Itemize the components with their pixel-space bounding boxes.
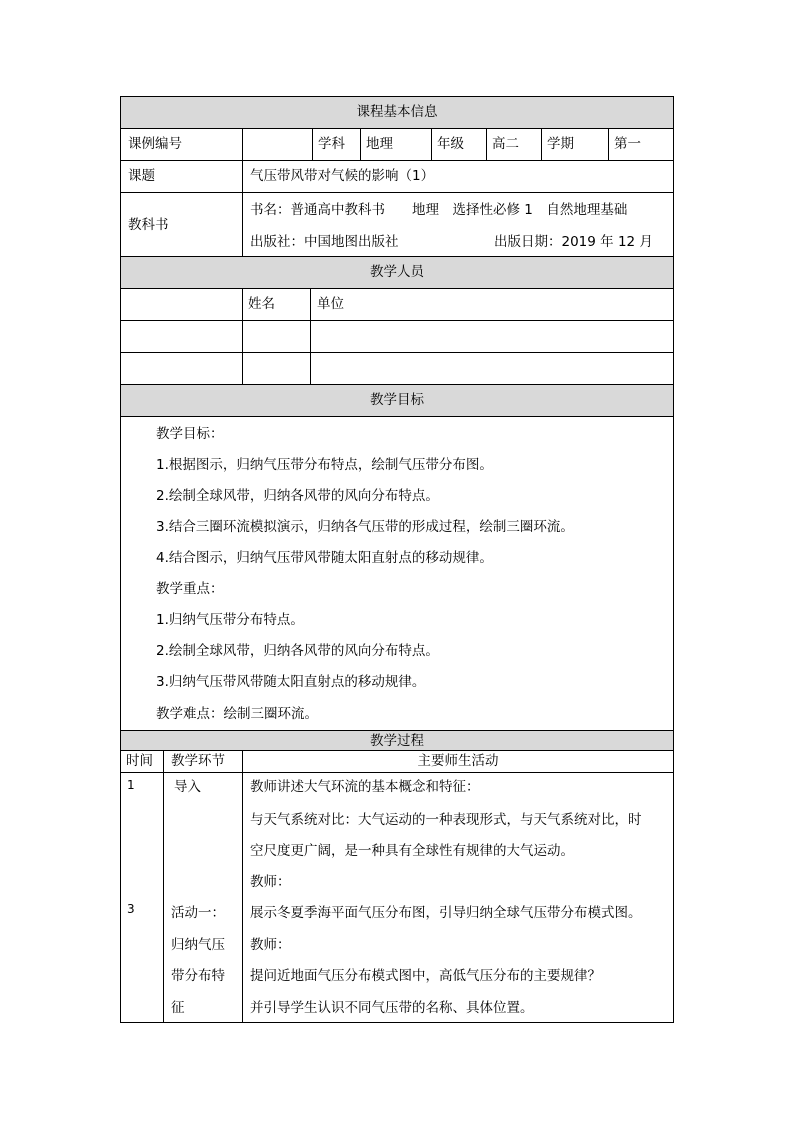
- goals-line: 3.归纳气压带风带随太阳直射点的移动规律。: [156, 674, 426, 690]
- textbook-label: 教科书: [128, 217, 169, 233]
- subject-value: 地理: [366, 136, 393, 152]
- step-intro: 导入: [174, 779, 201, 795]
- time-cell-2: 3: [127, 902, 135, 916]
- textbook-publisher: 出版社：中国地图出版社: [250, 234, 399, 250]
- textbook-title: 书名：普通高中教科书 地理 选择性必修 1 自然地理基础: [250, 202, 628, 218]
- goals-header: 教学目标: [370, 392, 424, 408]
- subject-label: 学科: [318, 136, 345, 152]
- col-time-header: 时间: [126, 753, 153, 769]
- activity-line: 教师：: [250, 874, 291, 890]
- topic-label: 课题: [128, 168, 155, 184]
- activity-line: 展示冬夏季海平面气压分布图，引导归纳全球气压带分布模式图。: [250, 905, 642, 921]
- col-activity-header: 主要师生活动: [417, 753, 499, 769]
- staff-unit-label: 单位: [317, 296, 344, 312]
- goals-line: 1.归纳气压带分布特点。: [156, 612, 304, 628]
- staff-header: 教学人员: [370, 264, 424, 280]
- grade-label: 年级: [437, 136, 464, 152]
- goals-line: 3.结合三圈环流模拟演示，归纳各气压带的形成过程，绘制三圈环流。: [156, 519, 574, 535]
- activity-line: 并引导学生认识不同气压带的名称、具体位置。: [250, 1000, 534, 1016]
- activity-line: 空尺度更广阔，是一种具有全球性有规律的大气运动。: [250, 843, 574, 859]
- topic-value: 气压带风带对气候的影响（1）: [250, 168, 435, 184]
- step-activity-line: 归纳气压: [171, 937, 225, 953]
- goals-line: 教学目标：: [156, 426, 224, 442]
- basic-info-header: 课程基本信息: [356, 104, 438, 120]
- term-label: 学期: [547, 136, 574, 152]
- activity-line: 教师：: [250, 937, 291, 953]
- goals-line: 4.结合图示，归纳气压带风带随太阳直射点的移动规律。: [156, 550, 493, 566]
- goals-line: 教学难点：绘制三圈环流。: [156, 706, 318, 722]
- lesson-plan-table: [120, 96, 674, 1023]
- activity-line: 提问近地面气压分布模式图中，高低气压分布的主要规律？: [250, 968, 601, 984]
- goals-line: 2.绘制全球风带，归纳各风带的风向分布特点。: [156, 488, 439, 504]
- step-activity-line: 征: [171, 1000, 185, 1016]
- goals-line: 教学重点：: [156, 581, 224, 597]
- step-activity-line: 带分布特: [171, 968, 225, 984]
- term-value: 第一: [614, 136, 641, 152]
- col-step-header: 教学环节: [171, 753, 225, 769]
- time-cell-1: 1: [127, 778, 135, 792]
- activity-line: 教师讲述大气环流的基本概念和特征：: [250, 779, 480, 795]
- process-header: 教学过程: [370, 733, 424, 749]
- goals-line: 1.根据图示，归纳气压带分布特点，绘制气压带分布图。: [156, 457, 493, 473]
- activity-line: 与天气系统对比：大气运动的一种表现形式，与天气系统对比，时: [250, 812, 642, 828]
- case-no-label: 课例编号: [128, 136, 182, 152]
- goals-line: 2.绘制全球风带，归纳各风带的风向分布特点。: [156, 643, 439, 659]
- step-activity-line: 活动一：: [171, 905, 225, 921]
- staff-name-label: 姓名: [248, 296, 275, 312]
- textbook-pub-date: 出版日期：2019 年 12 月: [494, 234, 653, 250]
- grade-value: 高二: [492, 136, 519, 152]
